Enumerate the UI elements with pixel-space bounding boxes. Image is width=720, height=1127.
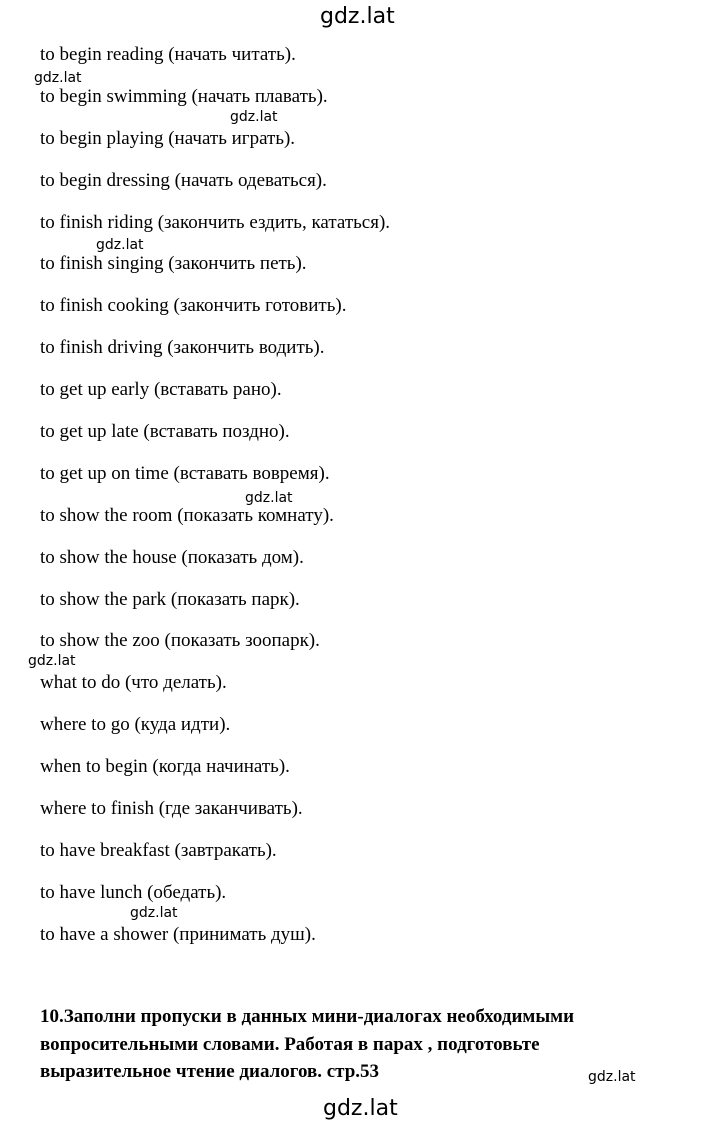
phrase-line: when to begin (когда начинать). <box>40 756 290 778</box>
phrase-line: to get up early (вставать рано). <box>40 379 282 401</box>
phrase-line: to begin reading (начать читать). <box>40 44 296 65</box>
watermark: gdz.lat <box>34 70 82 86</box>
phrase-line: where to finish (где заканчивать). <box>40 798 303 820</box>
phrase-line: to show the park (показать парк). <box>40 588 300 610</box>
phrase-line: to begin swimming (начать плавать). <box>40 85 328 107</box>
phrase-line: to show the zoo (показать зоопарк). <box>40 630 320 652</box>
phrase-line: to finish driving (закончить водить). <box>40 337 325 359</box>
phrase-line: to have a shower (принимать душ). <box>40 923 316 945</box>
phrase-line: to finish riding (закончить ездить, кататься). <box>40 211 391 233</box>
watermark: gdz.lat <box>130 905 178 921</box>
watermark-top: gdz.lat <box>320 4 395 29</box>
phrase-line: to finish cooking (закончить готовить). <box>40 295 347 317</box>
exercise-heading-line: выразительное чтение диалогов. стр.53 <box>40 1061 380 1082</box>
phrase-line: to finish singing (закончить петь). <box>40 253 307 275</box>
watermark: gdz.lat <box>96 237 144 253</box>
watermark: gdz.lat <box>230 109 278 125</box>
phrase-line: to get up late (вставать поздно). <box>40 421 290 443</box>
phrase-line: to show the room (показать комнату). <box>40 504 334 526</box>
watermark: gdz.lat <box>588 1069 636 1085</box>
watermark: gdz.lat <box>28 653 76 669</box>
phrase-line: to have lunch (обедать). <box>40 881 227 903</box>
exercise-heading-line: 10.Заполни пропуски в данных мини-диалогах необходимыми <box>40 1006 575 1027</box>
exercise-heading-line: вопросительными словами. Работая в парах , подготовьте <box>40 1033 540 1055</box>
phrase-line: where to go (куда идти). <box>40 714 231 736</box>
phrase-line: to have breakfast (завтракать). <box>40 839 277 861</box>
phrase-line: to show the house (показать дом). <box>40 546 304 568</box>
phrase-line: to get up on time (вставать вовремя). <box>40 462 330 484</box>
phrase-line: to begin dressing (начать одеваться). <box>40 169 327 191</box>
watermark-bottom: gdz.lat <box>323 1096 398 1121</box>
phrase-list <box>40 42 390 964</box>
phrase-line: what to do (что делать). <box>40 672 227 694</box>
phrase-line: to begin playing (начать играть). <box>40 127 296 149</box>
exercise-heading <box>40 1003 640 1086</box>
watermark: gdz.lat <box>245 490 293 506</box>
